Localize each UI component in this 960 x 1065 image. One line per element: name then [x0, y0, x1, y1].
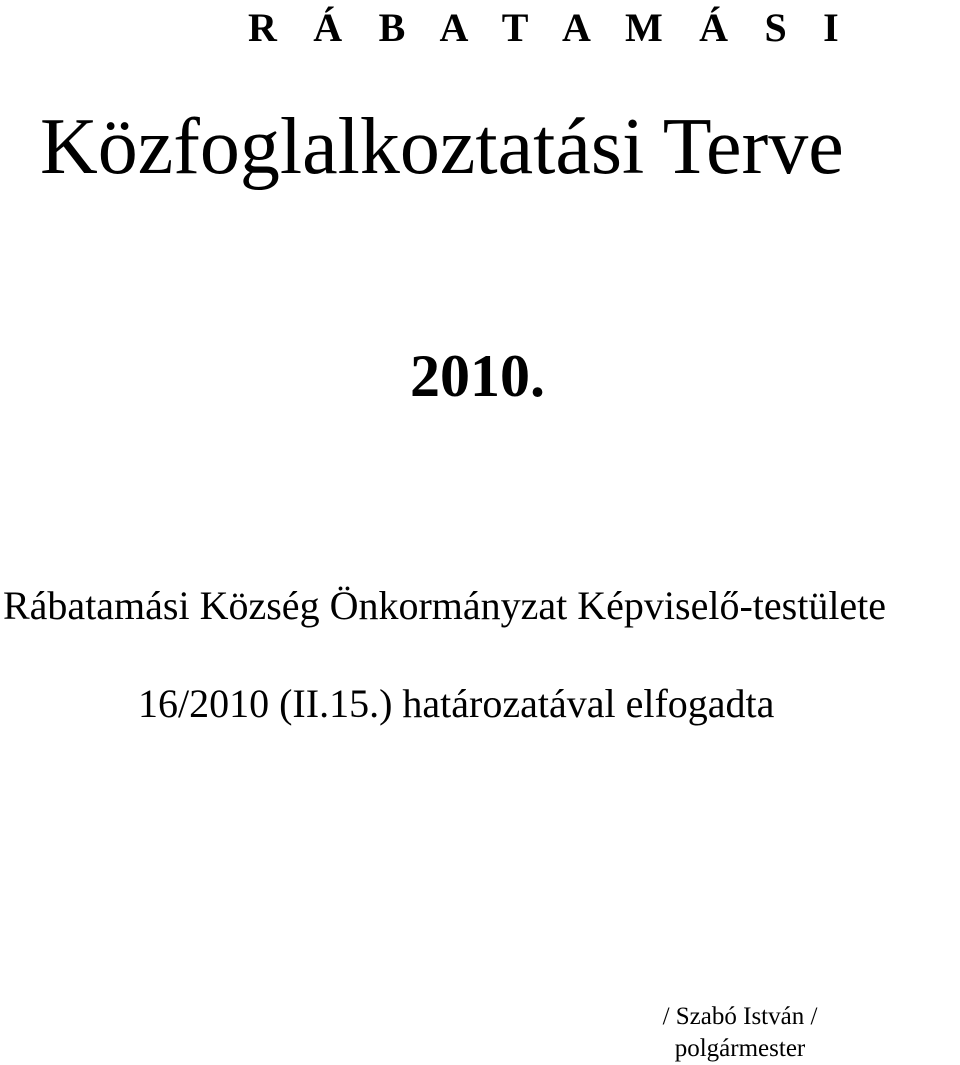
council-line: Rábatamási Község Önkormányzat Képviselő-testülete	[3, 583, 887, 628]
signatory-name: / Szabó István /	[662, 1003, 818, 1030]
document-year: 2010.	[410, 343, 545, 409]
resolution-line: 16/2010 (II.15.) határozatával elfogadta	[138, 681, 775, 726]
municipality-spaced-title: R Á B A T A M Á S I	[248, 5, 852, 50]
document-main-title: Közfoglalkoztatási Terve	[40, 103, 844, 191]
signature-block	[640, 1001, 840, 1065]
signatory-title: polgármester	[674, 1034, 806, 1062]
